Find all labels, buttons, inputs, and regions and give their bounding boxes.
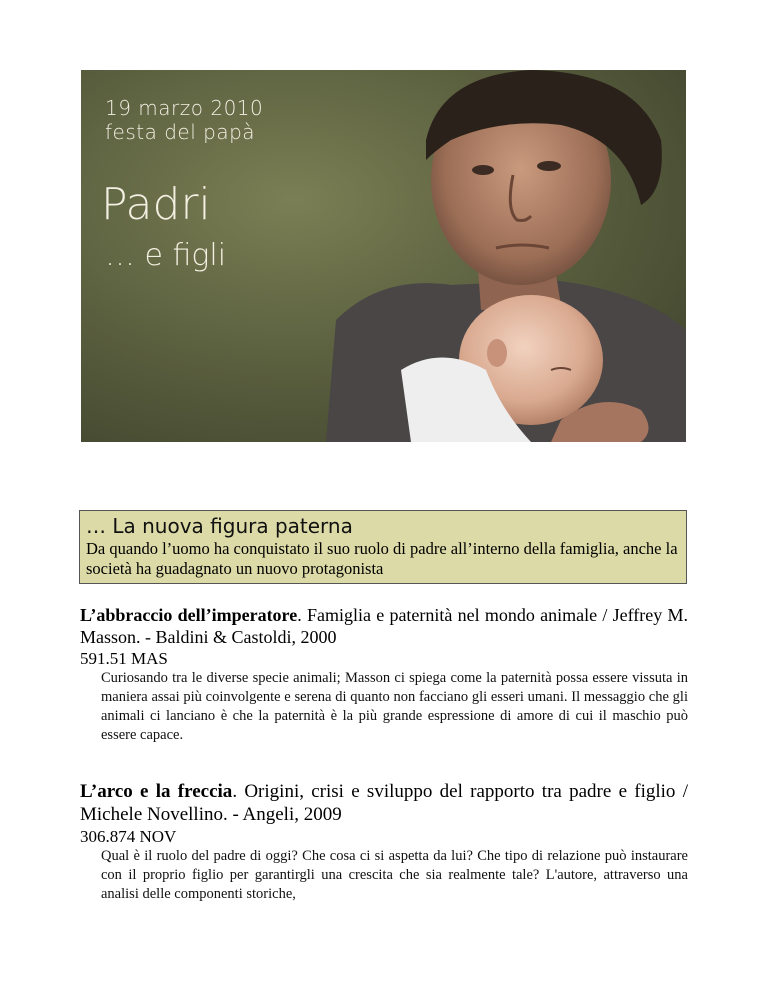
intro-text: Da quando l’uomo ha conquistato il suo ruolo di padre all’interno della famiglia, anche la società ha guadagnato un nuovo protagonista <box>86 539 678 578</box>
book-title: L’abbraccio dell’imperatore <box>80 605 298 625</box>
book-citation <box>80 604 688 648</box>
book-description: Curiosando tra le diverse specie animali; Masson ci spiega come la paternità possa essere vissuta in maniera assai più coinvolgente e serena di quanto non facciano gli esseri umani. Il messaggio che gli animali ci lanciano è che la paternità è la più grande espressione di amore di cui il maschio può essere capace. <box>101 670 688 743</box>
shelf-code: 306.874 NOV <box>80 827 177 846</box>
intro-heading: … La nuova figura paterna <box>86 514 353 538</box>
book-details: . Origini, crisi e sviluppo del rapporto tra padre e figlio / Michele Novellino. - Angeli, 2009 <box>80 781 688 825</box>
book-description: Qual è il ruolo del padre di oggi? Che cosa ci si aspetta da lui? Che tipo di relazione può instaurare con il proprio figlio per garantirgli una crescita che sia realmente tale? L'autore, attraverso una analisi delle componenti storiche, <box>101 848 688 902</box>
book-entry <box>80 604 688 745</box>
book-entry <box>80 780 688 904</box>
hero-date-line2: festa del papà <box>105 120 256 144</box>
book-details: . Famiglia e paternità nel mondo animale / Jeffrey M. Masson. - Baldini & Castoldi, 2000 <box>80 605 688 647</box>
book-citation <box>80 780 688 826</box>
hero-photo <box>81 70 686 442</box>
intro-box <box>79 510 687 584</box>
hero-title: Padri <box>101 179 211 230</box>
shelf-code: 591.51 MAS <box>80 649 168 668</box>
book-title: L’arco e la freccia <box>80 781 233 802</box>
hero-date-line1: 19 marzo 2010 <box>105 96 264 120</box>
hero-subtitle: … e figli <box>105 238 227 273</box>
hero-date <box>105 96 263 144</box>
